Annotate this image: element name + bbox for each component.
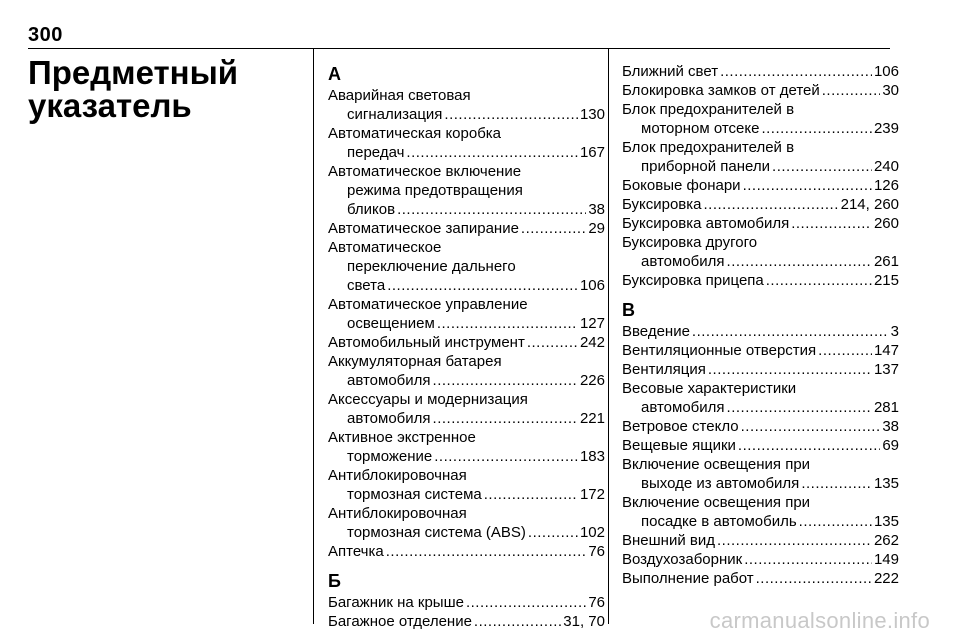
index-entry-term: тормозная система (ABS) xyxy=(347,524,526,541)
index-entry-row xyxy=(622,119,899,138)
entries-v xyxy=(622,322,899,588)
index-entry-line: переключение дальнего xyxy=(347,258,516,275)
index-entry-line: Автоматическое управление xyxy=(328,296,528,313)
header-rule xyxy=(28,48,890,49)
page-reference: 261 xyxy=(873,253,899,270)
index-entry-row xyxy=(328,612,605,631)
index-entry-row xyxy=(622,341,899,360)
index-entry-term: автомобиля xyxy=(641,399,725,416)
index-entry-term: Вентиляционные отверстия xyxy=(622,342,817,359)
entries-b-continued xyxy=(622,62,899,290)
page-reference: 240 xyxy=(873,158,899,175)
index-entry xyxy=(328,428,605,466)
index-entry xyxy=(622,569,899,588)
column-divider-2 xyxy=(608,48,609,624)
dot-leader xyxy=(766,271,872,290)
dot-leader xyxy=(743,176,872,195)
index-entry-line: Антиблокировочная xyxy=(328,467,467,484)
index-entry xyxy=(622,322,899,341)
index-entry-row xyxy=(622,417,899,436)
index-entry-row xyxy=(328,542,605,561)
index-entry-term: тормозная система xyxy=(347,486,482,503)
index-entry xyxy=(622,176,899,195)
index-entry-row xyxy=(328,409,605,428)
dot-leader xyxy=(741,417,881,436)
dot-leader xyxy=(692,322,889,341)
index-entry xyxy=(622,81,899,100)
index-entry xyxy=(622,436,899,455)
page-reference: 76 xyxy=(588,543,605,560)
dot-leader xyxy=(386,542,587,561)
page-reference: 281 xyxy=(873,399,899,416)
index-entry-line: Включение освещения при xyxy=(622,494,811,511)
index-entry-term: Блокировка замков от детей xyxy=(622,82,820,99)
index-entry-row xyxy=(622,436,899,455)
index-entry xyxy=(328,504,605,542)
entries-b xyxy=(328,593,605,631)
index-entry-row xyxy=(328,105,605,124)
column-divider-1 xyxy=(313,48,314,624)
title-line-1: Предметный xyxy=(28,54,239,91)
index-entry-row xyxy=(622,176,899,195)
index-entry-term: Буксировка автомобиля xyxy=(622,215,790,232)
index-entry xyxy=(622,341,899,360)
index-entry-row xyxy=(328,593,605,612)
page-reference: 29 xyxy=(588,220,605,237)
index-entry xyxy=(622,233,899,271)
index-entry-row xyxy=(328,447,605,466)
index-entry-term: Багажник на крыше xyxy=(328,594,464,611)
index-entry-row xyxy=(622,360,899,379)
index-entry-row xyxy=(328,219,605,238)
dot-leader xyxy=(761,119,872,138)
dot-leader xyxy=(708,360,872,379)
dot-leader xyxy=(727,252,872,271)
dot-leader xyxy=(720,62,872,81)
page-reference: 106 xyxy=(579,277,605,294)
index-entry-line: Активное экстренное xyxy=(328,429,476,446)
index-entry-row xyxy=(622,195,899,214)
index-entry-term: посадке в автомобиль xyxy=(641,513,797,530)
index-entry xyxy=(328,238,605,295)
index-entry-term: выходе из автомобиля xyxy=(641,475,800,492)
index-entry xyxy=(328,352,605,390)
watermark: carmanualsonline.info xyxy=(709,608,930,633)
index-entry-row xyxy=(328,200,605,219)
index-entry-term: автомобиля xyxy=(347,410,431,427)
index-entry-row xyxy=(328,143,605,162)
index-entry-line: Аварийная световая xyxy=(328,87,471,104)
page-reference: 183 xyxy=(579,448,605,465)
page-reference: 242 xyxy=(579,334,605,351)
index-entry xyxy=(328,390,605,428)
index-entry xyxy=(328,593,605,612)
index-entry xyxy=(622,195,899,214)
page-reference: 260 xyxy=(873,215,899,232)
index-entry-row xyxy=(328,333,605,352)
page-reference: 149 xyxy=(873,551,899,568)
dot-leader xyxy=(433,371,578,390)
index-entry xyxy=(622,360,899,379)
index-entry-row xyxy=(328,371,605,390)
page-reference: 31, 70 xyxy=(563,613,605,630)
dot-leader xyxy=(528,523,578,542)
page-reference: 262 xyxy=(873,532,899,549)
index-entry-term: бликов xyxy=(347,201,396,218)
index-entry-term: Воздухозаборник xyxy=(622,551,743,568)
index-entry xyxy=(328,162,605,219)
dot-leader xyxy=(521,219,586,238)
index-entry-line: Антиблокировочная xyxy=(328,505,467,522)
index-entry-row xyxy=(328,276,605,295)
dot-leader xyxy=(444,105,578,124)
index-entry-term: Выполнение работ xyxy=(622,570,754,587)
page-reference: 69 xyxy=(882,437,899,454)
index-entry-term: Вещевые ящики xyxy=(622,437,736,454)
section-letter-b: Б xyxy=(328,571,341,591)
index-entry-term: Автоматическое запирание xyxy=(328,220,519,237)
page-reference: 127 xyxy=(579,315,605,332)
dot-leader xyxy=(772,157,872,176)
index-entry-row xyxy=(328,314,605,333)
index-entry-row xyxy=(622,252,899,271)
index-entry xyxy=(622,62,899,81)
page-reference: 126 xyxy=(873,177,899,194)
index-entry xyxy=(622,417,899,436)
index-entry-term: сигнализация xyxy=(347,106,443,123)
page-reference: 135 xyxy=(873,513,899,530)
index-entry xyxy=(622,100,899,138)
page-reference: 222 xyxy=(873,570,899,587)
index-entry-row xyxy=(622,322,899,341)
index-entry-row xyxy=(622,531,899,550)
dot-leader xyxy=(738,436,880,455)
index-entry xyxy=(328,333,605,352)
index-entry-term: Внешний вид xyxy=(622,532,715,549)
entries-a xyxy=(328,86,605,561)
index-entry-line: Аккумуляторная батарея xyxy=(328,353,502,370)
index-entry-term: света xyxy=(347,277,386,294)
dot-leader xyxy=(822,81,881,100)
index-entry-line: Автоматическое xyxy=(328,239,442,256)
index-entry xyxy=(622,493,899,531)
index-entry-term: Автомобильный инструмент xyxy=(328,334,525,351)
index-entry-term: Буксировка прицепа xyxy=(622,272,764,289)
index-entry-line: Весовые характеристики xyxy=(622,380,797,397)
index-entry-line: Блок предохранителей в xyxy=(622,139,795,156)
index-entry-line: Включение освещения при xyxy=(622,456,811,473)
index-entry xyxy=(622,138,899,176)
index-entry xyxy=(622,550,899,569)
index-entry xyxy=(622,214,899,233)
index-entry-row xyxy=(622,62,899,81)
index-entry-row xyxy=(622,569,899,588)
index-entry-row xyxy=(622,512,899,531)
index-entry xyxy=(328,612,605,631)
page-reference: 102 xyxy=(579,524,605,541)
dot-leader xyxy=(744,550,872,569)
page-reference: 147 xyxy=(873,342,899,359)
index-entry xyxy=(328,124,605,162)
index-entry xyxy=(328,86,605,124)
index-entry-term: моторном отсеке xyxy=(641,120,760,137)
index-entry-term: Ближний свет xyxy=(622,63,719,80)
page-reference: 38 xyxy=(588,201,605,218)
index-entry-term: Ветровое стекло xyxy=(622,418,739,435)
dot-leader xyxy=(437,314,578,333)
page-reference: 221 xyxy=(579,410,605,427)
index-entry-term: приборной панели xyxy=(641,158,771,175)
index-entry-line: Аксессуары и модернизация xyxy=(328,391,528,408)
index-entry-row xyxy=(622,550,899,569)
index-entry-term: передач xyxy=(347,144,405,161)
dot-leader xyxy=(434,447,578,466)
dot-leader xyxy=(801,474,872,493)
dot-leader xyxy=(387,276,578,295)
dot-leader xyxy=(756,569,872,588)
index-entry-row xyxy=(328,523,605,542)
index-entry xyxy=(622,531,899,550)
page-number: 300 xyxy=(28,24,63,46)
index-entry-term: Введение xyxy=(622,323,690,340)
dot-leader xyxy=(791,214,872,233)
dot-leader xyxy=(818,341,872,360)
index-entry-row xyxy=(622,214,899,233)
page-reference: 135 xyxy=(873,475,899,492)
page-reference: 130 xyxy=(579,106,605,123)
index-entry-row xyxy=(622,81,899,100)
page-reference: 106 xyxy=(873,63,899,80)
index-entry xyxy=(328,466,605,504)
dot-leader xyxy=(704,195,839,214)
dot-leader xyxy=(799,512,872,531)
dot-leader xyxy=(527,333,578,352)
index-entry-term: Боковые фонари xyxy=(622,177,741,194)
dot-leader xyxy=(433,409,578,428)
index-entry xyxy=(328,542,605,561)
dot-leader xyxy=(474,612,561,631)
section-letter-a: А xyxy=(328,64,341,84)
dot-leader xyxy=(727,398,872,417)
index-entry-row xyxy=(622,157,899,176)
page-reference: 38 xyxy=(882,418,899,435)
page-reference: 167 xyxy=(579,144,605,161)
title-line-2: указатель xyxy=(28,87,192,124)
index-entry-line: Блок предохранителей в xyxy=(622,101,795,118)
index-entry-term: Аптечка xyxy=(328,543,384,560)
page-reference: 172 xyxy=(579,486,605,503)
index-entry xyxy=(328,219,605,238)
index-entry xyxy=(622,379,899,417)
dot-leader xyxy=(397,200,586,219)
page-reference: 215 xyxy=(873,272,899,289)
index-entry xyxy=(622,455,899,493)
index-entry-line: режима предотвращения xyxy=(347,182,523,199)
page-reference: 137 xyxy=(873,361,899,378)
dot-leader xyxy=(466,593,586,612)
index-entry-row xyxy=(622,271,899,290)
index-entry-line: Автоматическая коробка xyxy=(328,125,502,142)
index-entry-line: Автоматическое включение xyxy=(328,163,522,180)
index-entry xyxy=(622,271,899,290)
page-reference: 214, 260 xyxy=(840,196,899,213)
index-entry-row xyxy=(622,398,899,417)
page-reference: 239 xyxy=(873,120,899,137)
page-title xyxy=(28,56,238,122)
index-entry-term: Буксировка xyxy=(622,196,702,213)
section-letter-v: В xyxy=(622,300,635,320)
index-column-1 xyxy=(328,62,605,631)
page-reference: 3 xyxy=(890,323,899,340)
index-entry-term: Вентиляция xyxy=(622,361,706,378)
index-entry-line: Буксировка другого xyxy=(622,234,758,251)
page-reference: 226 xyxy=(579,372,605,389)
index-entry-term: автомобиля xyxy=(641,253,725,270)
dot-leader xyxy=(406,143,578,162)
index-entry-term: Багажное отделение xyxy=(328,613,472,630)
dot-leader xyxy=(484,485,578,504)
page-reference: 30 xyxy=(882,82,899,99)
index-column-2 xyxy=(622,62,899,588)
index-entry-row xyxy=(328,485,605,504)
page-reference: 76 xyxy=(588,594,605,611)
index-entry-term: автомобиля xyxy=(347,372,431,389)
index-entry-term: торможение xyxy=(347,448,433,465)
index-entry xyxy=(328,295,605,333)
dot-leader xyxy=(717,531,872,550)
index-entry-term: освещением xyxy=(347,315,435,332)
index-entry-row xyxy=(622,474,899,493)
